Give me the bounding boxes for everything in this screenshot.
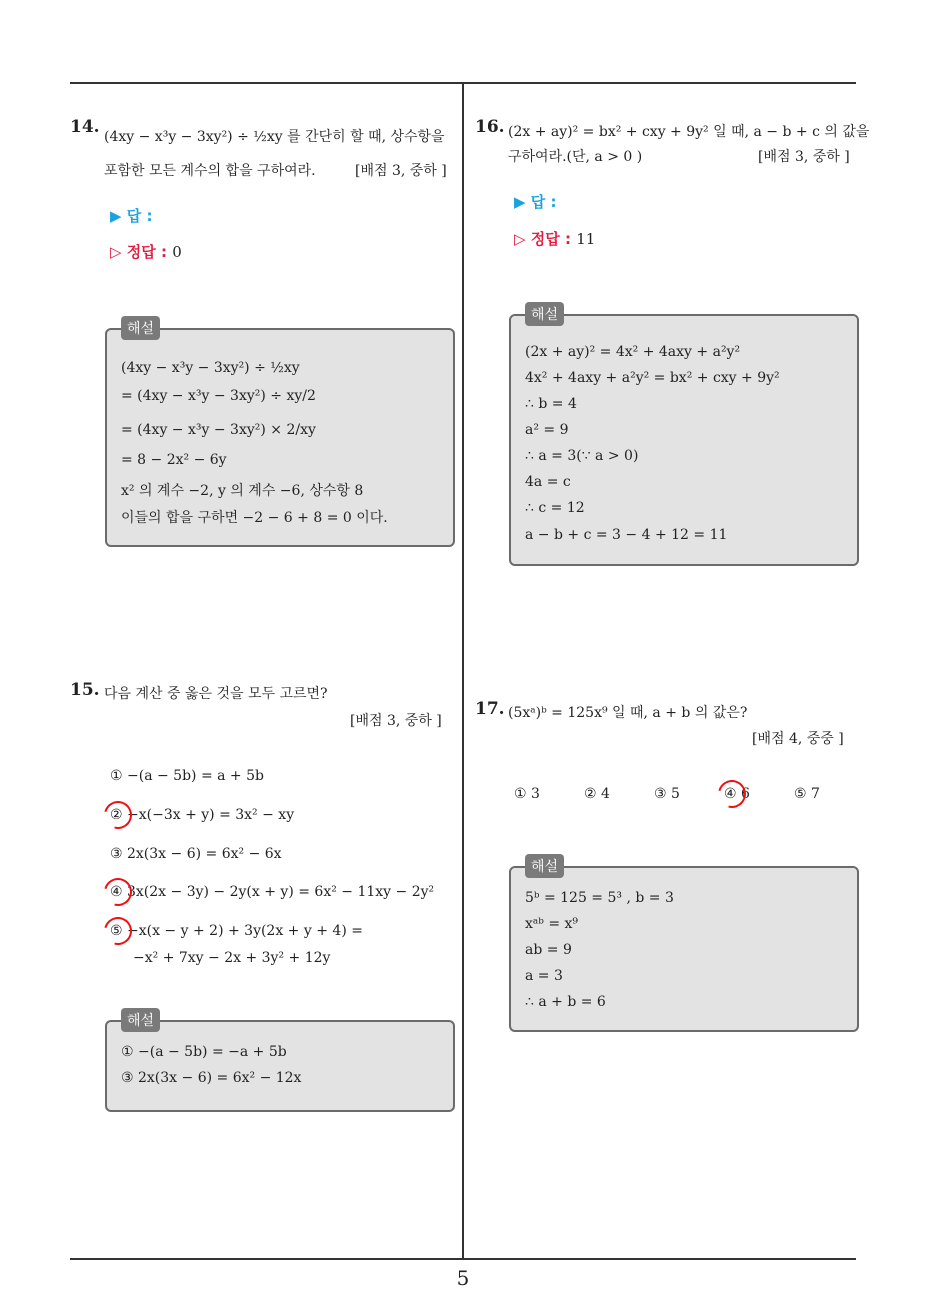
q14-explain-line: = (4xy − x³y − 3xy²) × 2/xy (121, 422, 316, 438)
q15-option-5-cont: −x² + 7xy − 2x + 3y² + 12y (133, 950, 331, 966)
q14-text-line1: (4xy − x³y − 3xy²) ÷ ½xy 를 간단히 할 때, 상수항을 (104, 129, 445, 145)
column-divider (462, 84, 464, 1259)
q17-explain-line: ∴ a + b = 6 (525, 994, 606, 1010)
q17-explain-line: ab = 9 (525, 942, 572, 958)
q14-correct-label (110, 241, 182, 262)
q16-text-line2: 구하여라.(단, a > 0 ) (508, 149, 643, 165)
q16-explanation-tag: 해설 (525, 302, 564, 326)
q15-text: 다음 계산 중 옳은 것을 모두 고르면? (104, 686, 328, 702)
q17-meta: [배점 4, 중중 ] (752, 731, 844, 747)
q14-meta: [배점 3, 중하 ] (355, 163, 447, 179)
q14-explain-line: x² 의 계수 −2, y 의 계수 −6, 상수항 8 (121, 483, 364, 499)
q14-explanation-tag: 해설 (121, 316, 160, 340)
q15-meta: [배점 3, 중하 ] (350, 713, 442, 729)
q16-explain-line: 4x² + 4axy + a²y² = bx² + cxy + 9y² (525, 370, 780, 386)
q16-meta: [배점 3, 중하 ] (758, 149, 850, 165)
q17-option-4: ④ 6 (724, 786, 750, 802)
q16-answer-label: ▶ 답 : (514, 193, 557, 211)
q16-number: 16. (475, 117, 505, 137)
selection-mark-icon (99, 873, 137, 911)
q16-explain-line: a² = 9 (525, 422, 569, 438)
q15-option-5: ⑤ −x(x − y + 2) + 3y(2x + y + 4) = (110, 923, 363, 939)
q15-explanation-tag: 해설 (121, 1008, 160, 1032)
selection-mark-icon (713, 775, 751, 813)
q14-answer-label: ▶ 답 : (110, 207, 153, 225)
q14-explain-line: = 8 − 2x² − 6y (121, 452, 227, 468)
q15-option-3: ③ 2x(3x − 6) = 6x² − 6x (110, 846, 282, 862)
q15-number: 15. (70, 680, 100, 700)
q17-option-3: ③ 5 (654, 786, 680, 802)
q16-explanation-box (509, 307, 859, 566)
q14-explain-line: = (4xy − x³y − 3xy²) ÷ xy/2 (121, 388, 316, 404)
q17-explain-line: a = 3 (525, 968, 563, 984)
selection-mark-icon (99, 796, 137, 834)
q15-explain-line: ③ 2x(3x − 6) = 6x² − 12x (121, 1070, 302, 1086)
q16-explain-line: 4a = c (525, 474, 571, 490)
q17-number: 17. (475, 699, 505, 719)
q16-correct-label-text: ▷ 정답 : (514, 230, 571, 248)
q14-text-line2: 포함한 모든 계수의 합을 구하여라. (104, 163, 316, 179)
selection-mark-icon (99, 912, 137, 950)
q17-explain-line: xᵃᵇ = x⁹ (525, 916, 579, 932)
q16-correct-label (514, 228, 595, 249)
q14-explain-line: (4xy − x³y − 3xy²) ÷ ½xy (121, 360, 300, 376)
q14-number: 14. (70, 117, 100, 137)
bottom-rule (70, 1258, 856, 1260)
page-number: 5 (456, 1266, 470, 1290)
q15-option-1: ① −(a − 5b) = a + 5b (110, 768, 264, 784)
q16-explain-line: ∴ b = 4 (525, 396, 577, 412)
q15-explain-line: ① −(a − 5b) = −a + 5b (121, 1044, 287, 1060)
q14-explain-line: 이들의 합을 구하면 −2 − 6 + 8 = 0 이다. (121, 510, 388, 526)
q16-explain-line: ∴ a = 3(∵ a > 0) (525, 448, 639, 464)
q17-explanation-tag: 해설 (525, 854, 564, 878)
q16-explain-line: ∴ c = 12 (525, 500, 585, 516)
q15-option-2: ② −x(−3x + y) = 3x² − xy (110, 807, 295, 823)
q16-explain-line: a − b + c = 3 − 4 + 12 = 11 (525, 527, 728, 543)
q16-explain-line: (2x + ay)² = 4x² + 4axy + a²y² (525, 344, 741, 360)
q17-option-5: ⑤ 7 (794, 786, 820, 802)
q17-explain-line: 5ᵇ = 125 = 5³ , b = 3 (525, 890, 674, 906)
q16-text-line1: (2x + ay)² = bx² + cxy + 9y² 일 때, a − b + c 의 값을 (508, 124, 870, 140)
q14-explanation-box (105, 321, 455, 547)
q15-option-4: ④ 3x(2x − 3y) − 2y(x + y) = 6x² − 11xy − 2y² (110, 884, 435, 900)
q15-explanation-box (105, 1013, 455, 1112)
q17-text: (5xᵃ)ᵇ = 125x⁹ 일 때, a + b 의 값은? (508, 705, 748, 721)
q17-option-2: ② 4 (584, 786, 610, 802)
q14-correct-value: 0 (172, 243, 182, 261)
q17-option-1: ① 3 (514, 786, 540, 802)
q17-explanation-box (509, 859, 859, 1032)
q14-correct-label-text: ▷ 정답 : (110, 243, 167, 261)
q16-correct-value: 11 (576, 230, 596, 248)
